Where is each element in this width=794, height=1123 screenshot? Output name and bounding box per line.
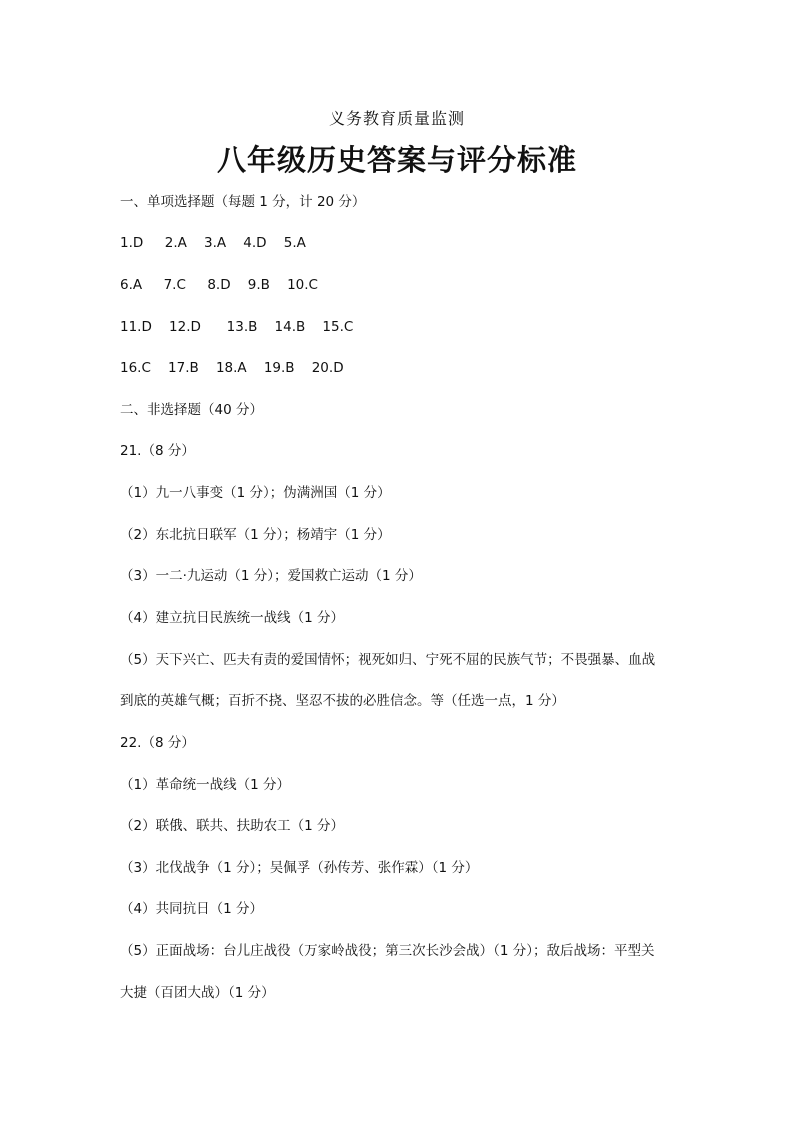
q22-label: 22.（8 分）: [120, 735, 195, 751]
section2-heading: 二、非选择题（40 分）: [120, 402, 263, 418]
q21-item-3: （3）一二·九运动（1 分）；爱国救亡运动（1 分）: [120, 568, 422, 584]
q22-item-5: （5）正面战场：台儿庄战役（万家岭战役；第三次长沙会战）（1 分）；敌后战场：平型关: [120, 943, 655, 959]
q21-item-4: （4）建立抗日民族统一战线（1 分）: [120, 610, 344, 626]
mc-answer-row-3: 11.D 12.D 13.B 14.B 15.C: [120, 319, 354, 335]
q22-item-4: （4）共同抗日（1 分）: [120, 901, 263, 917]
q22-item-1: （1）革命统一战线（1 分）: [120, 777, 290, 793]
q22-item-5-continued: 大捷（百团大战）（1 分）: [120, 985, 275, 1001]
q21-item-5: （5）天下兴亡、匹夫有责的爱国情怀；视死如归、宁死不屈的民族气节；不畏强暴、血战: [120, 652, 656, 668]
section1-heading: 一、单项选择题（每题 1 分，计 20 分）: [120, 194, 366, 210]
q21-item-5-continued: 到底的英雄气概；百折不挠、坚忍不拔的必胜信念。等（任选一点，1 分）: [120, 693, 565, 709]
q21-item-1: （1）九一八事变（1 分）；伪满洲国（1 分）: [120, 485, 391, 501]
q22-item-2: （2）联俄、联共、扶助农工（1 分）: [120, 818, 344, 834]
mc-answer-row-4: 16.C 17.B 18.A 19.B 20.D: [120, 360, 344, 376]
q22-item-3: （3）北伐战争（1 分）；吴佩孚（孙传芳、张作霖）（1 分）: [120, 860, 479, 876]
document-title: 八年级历史答案与评分标准: [216, 143, 577, 177]
document-subtitle: 义务教育质量监测: [328, 109, 465, 128]
q21-label: 21.（8 分）: [120, 443, 195, 459]
mc-answer-row-2: 6.A 7.C 8.D 9.B 10.C: [120, 277, 318, 293]
mc-answer-row-1: 1.D 2.A 3.A 4.D 5.A: [120, 235, 306, 251]
q21-item-2: （2）东北抗日联军（1 分）；杨靖宇（1 分）: [120, 527, 391, 543]
